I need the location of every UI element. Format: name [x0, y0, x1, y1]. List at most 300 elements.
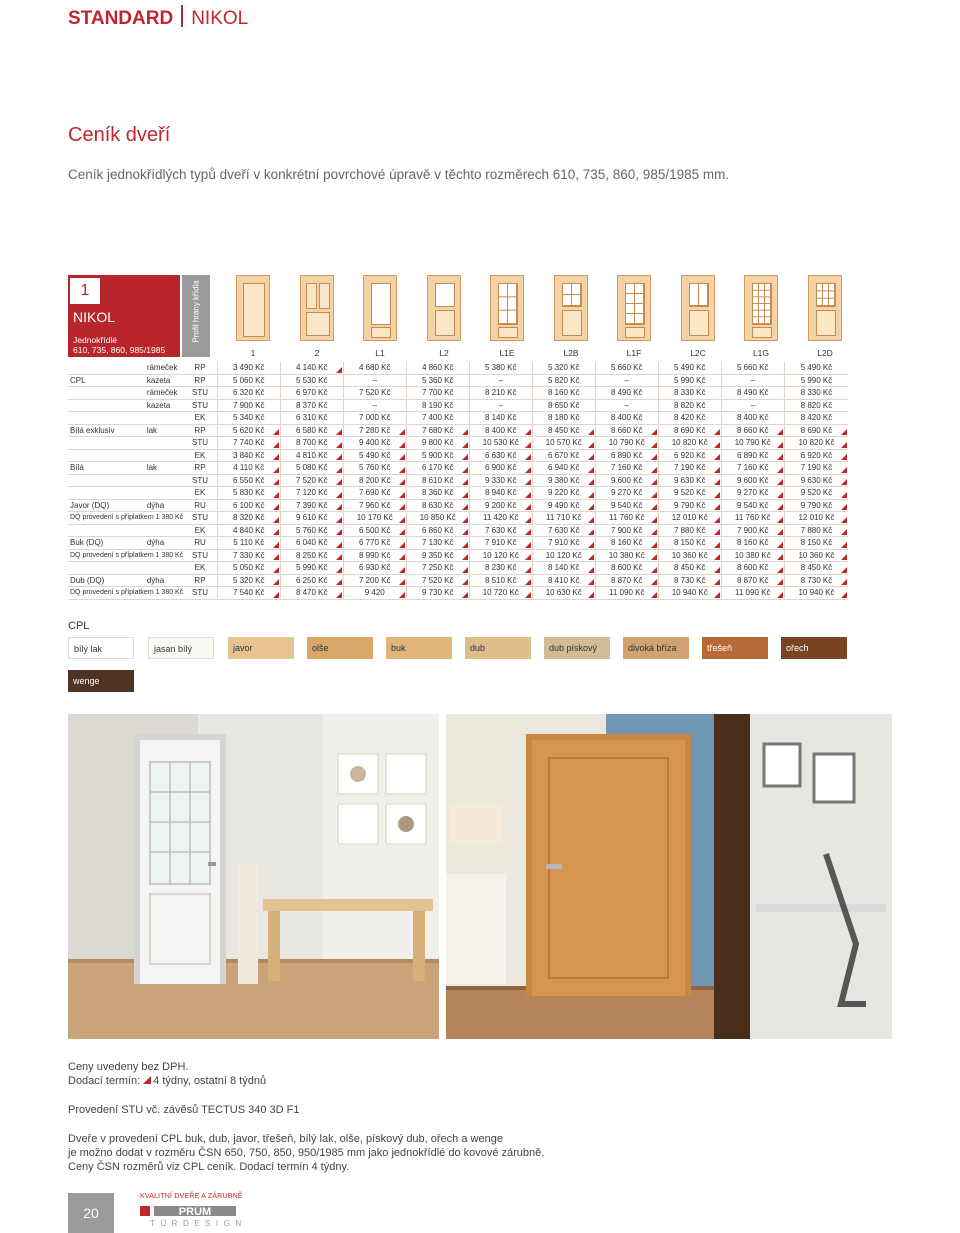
row-material [68, 449, 145, 462]
price-cell [217, 437, 280, 450]
price-cell [595, 587, 658, 600]
price-cell [469, 437, 532, 450]
price-cell [280, 474, 343, 487]
door-model-label: L1 [375, 348, 385, 358]
price-value: 9 330 Kč [484, 475, 517, 485]
price-value: 6 970 Kč [295, 388, 328, 398]
price-cell [658, 362, 721, 374]
price-value: 6 500 Kč [358, 525, 391, 535]
price-cell [658, 374, 721, 387]
delivery-marker-icon [777, 517, 783, 523]
profile-header [182, 275, 210, 357]
price-value: 10 630 Kč [545, 588, 582, 598]
delivery-marker-icon [525, 592, 531, 598]
swatch-3 [307, 637, 373, 659]
delivery-marker-icon [273, 504, 279, 510]
price-value: 7 190 Kč [673, 463, 706, 473]
price-cell [280, 587, 343, 600]
row-finish [145, 412, 183, 425]
price-value: 6 920 Kč [673, 450, 706, 460]
swatch-8 [702, 637, 768, 659]
price-cell [784, 537, 848, 550]
row-profile-code: STU [183, 437, 217, 450]
delivery-marker-icon [588, 479, 594, 485]
row-finish [145, 524, 183, 537]
row-finish [145, 449, 183, 462]
delivery-marker-icon [462, 567, 468, 573]
price-value: 9 400 Kč [358, 438, 391, 448]
delivery-marker-icon [273, 542, 279, 548]
swatch-label: javor [233, 643, 253, 653]
price-value: 5 660 Kč [736, 363, 769, 373]
price-value: 7 690 Kč [358, 488, 391, 498]
delivery-marker-icon [273, 529, 279, 535]
row-finish: lak [145, 424, 183, 437]
delivery-marker-icon [714, 492, 720, 498]
delivery-marker-icon [714, 542, 720, 548]
delivery-marker-icon [273, 579, 279, 585]
delivery-marker-icon [841, 467, 847, 473]
price-value: 8 870 Kč [736, 575, 769, 585]
price-cell [658, 562, 721, 575]
price-value: 8 510 Kč [484, 575, 517, 585]
price-value: 10 790 Kč [608, 438, 645, 448]
price-cell [532, 549, 595, 562]
price-value: 5 320 Kč [232, 575, 265, 585]
price-value: 7 700 Kč [421, 388, 454, 398]
price-cell [721, 424, 784, 437]
price-value: 12 010 Kč [671, 513, 708, 523]
swatch-label: ořech [786, 643, 809, 653]
row-material [68, 437, 145, 450]
price-cell [469, 374, 532, 387]
row-material [68, 487, 145, 500]
price-value: 6 920 Kč [800, 450, 833, 460]
price-cell [217, 399, 280, 412]
price-value: 7 400 Kč [421, 413, 454, 423]
model-badge [68, 275, 180, 365]
price-value: 10 790 Kč [734, 438, 771, 448]
price-value: 8 630 Kč [421, 500, 454, 510]
price-value: 8 200 Kč [358, 475, 391, 485]
price-value: 8 820 Kč [800, 400, 833, 410]
delivery-marker-icon [841, 454, 847, 460]
price-cell [280, 449, 343, 462]
price-value: 8 470 Kč [295, 588, 328, 598]
price-cell [343, 437, 406, 450]
price-value: 7 630 Kč [484, 525, 517, 535]
door-illustration-l2c-icon [681, 275, 715, 341]
price-cell [595, 499, 658, 512]
price-cell [595, 524, 658, 537]
price-cell [217, 362, 280, 374]
row-profile-code: RP [183, 362, 217, 374]
price-value: 5 380 Kč [484, 363, 517, 373]
door-illustration-l1g-icon [744, 275, 778, 341]
price-cell [532, 412, 595, 425]
price-cell [658, 387, 721, 400]
price-value: 12 010 Kč [798, 513, 835, 523]
price-value: 8 650 Kč [547, 400, 580, 410]
price-value: 8 140 Kč [484, 413, 517, 423]
price-cell [343, 424, 406, 437]
price-cell [658, 524, 721, 537]
row-profile-code: EK [183, 524, 217, 537]
price-cell [406, 474, 469, 487]
row-material: Dub (DQ) [68, 574, 145, 587]
price-value: 8 160 Kč [547, 388, 580, 398]
delivery-marker-icon [777, 479, 783, 485]
header-divider [181, 5, 183, 27]
price-value: 7 910 Kč [484, 538, 517, 548]
delivery-marker-icon [336, 567, 342, 573]
price-value: 6 100 Kč [232, 500, 265, 510]
delivery-marker-icon [841, 567, 847, 573]
price-cell [784, 462, 848, 475]
price-value: – [624, 400, 629, 410]
row-profile-code: STU [183, 474, 217, 487]
price-value: 8 400 Kč [610, 413, 643, 423]
delivery-marker-icon [714, 529, 720, 535]
price-value: 11 760 Kč [609, 513, 645, 523]
price-cell [595, 374, 658, 387]
swatch-label: bílý lak [74, 644, 103, 654]
price-value: 9 800 Kč [421, 438, 454, 448]
price-value: 5 820 Kč [547, 375, 580, 385]
delivery-marker-icon [714, 517, 720, 523]
note-price: Ceny uvedeny bez DPH. [68, 1061, 189, 1073]
delivery-marker-icon [777, 454, 783, 460]
price-value: 9 380 Kč [547, 475, 580, 485]
door-illustration-l2-icon [427, 275, 461, 341]
price-cell [595, 562, 658, 575]
row-profile-code: RU [183, 537, 217, 550]
row-material: DQ provedení s příplatkem 1 380 Kč [68, 587, 183, 600]
price-cell [595, 487, 658, 500]
delivery-marker-icon [525, 467, 531, 473]
note-delivery [68, 1074, 266, 1088]
model-sizes: 610, 735, 860, 985/1985 mm [73, 345, 166, 365]
price-value: 7 960 Kč [358, 500, 391, 510]
delivery-marker-icon [462, 579, 468, 585]
row-material: Bílá [68, 462, 145, 475]
swatch-5 [465, 637, 531, 659]
price-cell [532, 512, 595, 525]
price-value: 6 940 Kč [547, 463, 580, 473]
price-cell [721, 362, 784, 374]
price-value: 8 420 Kč [800, 413, 833, 423]
delivery-marker-icon [588, 517, 594, 523]
price-cell [217, 574, 280, 587]
price-cell [469, 512, 532, 525]
price-value: 6 770 Kč [358, 538, 391, 548]
delivery-marker-icon [399, 554, 405, 560]
row-profile-code: RU [183, 499, 217, 512]
delivery-marker-icon [777, 429, 783, 435]
delivery-marker-icon [714, 479, 720, 485]
price-cell [595, 399, 658, 412]
price-value: 7 250 Kč [421, 563, 454, 573]
delivery-marker-icon [525, 579, 531, 585]
price-cell [469, 499, 532, 512]
price-value: 5 490 Kč [673, 363, 706, 373]
price-cell [595, 512, 658, 525]
price-cell [406, 399, 469, 412]
note-delivery-label: Dodací termín: [68, 1075, 141, 1087]
price-value: 10 940 Kč [798, 588, 835, 598]
swatch-1 [148, 637, 214, 659]
price-value: 3 840 Kč [232, 450, 265, 460]
price-row [68, 437, 848, 450]
swatch-label: wenge [73, 676, 100, 686]
delivery-marker-icon [777, 592, 783, 598]
delivery-marker-icon [777, 567, 783, 573]
price-value: 7 520 Kč [295, 475, 328, 485]
delivery-marker-icon [588, 467, 594, 473]
price-cell [784, 574, 848, 587]
delivery-marker-icon [841, 554, 847, 560]
delivery-marker-icon [336, 542, 342, 548]
price-value: 10 120 Kč [545, 550, 582, 560]
price-cell [721, 537, 784, 550]
page-title: Ceník dveří [68, 124, 171, 146]
delivery-marker-icon [525, 504, 531, 510]
delivery-marker-icon [651, 492, 657, 498]
price-row [68, 537, 848, 550]
price-cell [532, 424, 595, 437]
delivery-marker-icon [336, 454, 342, 460]
delivery-marker-icon [336, 492, 342, 498]
row-finish: dýha [145, 499, 183, 512]
price-value: 6 630 Kč [484, 450, 517, 460]
row-profile-code: RP [183, 574, 217, 587]
row-finish: dýha [145, 537, 183, 550]
delivery-marker-icon [399, 517, 405, 523]
price-cell [721, 462, 784, 475]
price-value: 8 250 Kč [295, 550, 328, 560]
price-cell [280, 462, 343, 475]
price-value: 8 730 Kč [800, 575, 833, 585]
price-cell [217, 424, 280, 437]
price-value: 8 490 Kč [610, 388, 643, 398]
delivery-marker-icon [651, 467, 657, 473]
price-value: 7 160 Kč [736, 463, 769, 473]
price-cell [280, 437, 343, 450]
price-cell [784, 474, 848, 487]
price-cell [532, 449, 595, 462]
price-cell [343, 562, 406, 575]
swatch-6 [544, 637, 610, 659]
price-cell [721, 399, 784, 412]
price-cell [532, 474, 595, 487]
delivery-marker-icon [714, 454, 720, 460]
delivery-marker-icon [651, 454, 657, 460]
price-value: 9 790 Kč [800, 500, 833, 510]
price-cell [721, 524, 784, 537]
price-cell [280, 574, 343, 587]
price-cell [343, 549, 406, 562]
price-cell [658, 399, 721, 412]
price-value: 6 890 Kč [610, 450, 643, 460]
price-row [68, 487, 848, 500]
price-cell [469, 549, 532, 562]
row-material [68, 362, 145, 374]
price-cell [343, 574, 406, 587]
price-cell [532, 387, 595, 400]
delivery-marker-icon [651, 504, 657, 510]
price-value: 7 540 Kč [232, 588, 265, 598]
delivery-marker-icon [399, 529, 405, 535]
row-finish: dýha [145, 574, 183, 587]
price-cell [532, 587, 595, 600]
price-cell [469, 462, 532, 475]
price-value: 4 680 Kč [358, 363, 391, 373]
price-value: 8 140 Kč [547, 563, 580, 573]
price-cell [595, 549, 658, 562]
delivery-marker-icon [273, 592, 279, 598]
price-cell [343, 374, 406, 387]
row-finish: rámeček [145, 362, 183, 374]
price-cell [406, 374, 469, 387]
price-value: 6 670 Kč [547, 450, 580, 460]
delivery-marker-icon [841, 479, 847, 485]
price-cell [469, 524, 532, 537]
price-cell [784, 374, 848, 387]
price-cell [406, 499, 469, 512]
price-cell [217, 374, 280, 387]
price-value: 6 250 Kč [295, 575, 328, 585]
price-cell [280, 362, 343, 374]
price-cell [721, 574, 784, 587]
door-illustration-l2d-icon [808, 275, 842, 341]
price-cell [217, 387, 280, 400]
price-cell [469, 387, 532, 400]
row-material: Javor (DQ) [68, 499, 145, 512]
price-cell [217, 587, 280, 600]
price-cell [532, 399, 595, 412]
delivery-marker-icon [462, 592, 468, 598]
price-value: 6 170 Kč [421, 463, 454, 473]
row-finish [145, 474, 183, 487]
price-cell [784, 437, 848, 450]
delivery-marker-icon [336, 517, 342, 523]
price-cell [532, 537, 595, 550]
price-cell [721, 562, 784, 575]
price-cell [532, 562, 595, 575]
price-cell [721, 412, 784, 425]
price-row [68, 574, 848, 587]
price-row [68, 524, 848, 537]
delivery-marker-icon [841, 442, 847, 448]
price-cell [406, 424, 469, 437]
delivery-marker-icon [336, 367, 342, 373]
price-cell [217, 474, 280, 487]
price-value: 6 040 Kč [295, 538, 328, 548]
price-cell [784, 512, 848, 525]
price-value: 5 990 Kč [673, 375, 706, 385]
row-material [68, 387, 145, 400]
price-cell [406, 387, 469, 400]
delivery-marker-icon [525, 442, 531, 448]
price-value: 5 900 Kč [421, 450, 454, 460]
delivery-marker-icon [462, 529, 468, 535]
price-value: 8 230 Kč [484, 563, 517, 573]
delivery-marker-icon [777, 554, 783, 560]
price-cell [784, 362, 848, 374]
price-cell [343, 512, 406, 525]
price-value: 7 190 Kč [800, 463, 833, 473]
price-cell [784, 524, 848, 537]
delivery-marker-icon [651, 529, 657, 535]
price-value: 9 520 Kč [673, 488, 706, 498]
price-cell [595, 462, 658, 475]
price-cell [721, 549, 784, 562]
price-cell [784, 487, 848, 500]
price-cell [343, 587, 406, 600]
price-row [68, 362, 848, 374]
price-cell [532, 524, 595, 537]
delivery-marker-icon [651, 479, 657, 485]
delivery-marker-icon [273, 442, 279, 448]
door-model-label: L2 [439, 348, 449, 358]
price-value: 7 630 Kč [547, 525, 580, 535]
price-cell [658, 462, 721, 475]
row-profile-code: RP [183, 374, 217, 387]
delivery-marker-icon [651, 567, 657, 573]
delivery-marker-icon [462, 542, 468, 548]
intro-text: Ceník jednokřídlých typů dveří v konkrétní povrchové úpravě v těchto rozměrech 610, 735, 860, 985/1985 mm. [68, 167, 730, 182]
price-cell [280, 549, 343, 562]
price-value: 11 090 Kč [609, 588, 645, 598]
swatch-label: divoká bříza [628, 643, 677, 653]
swatch-2 [228, 637, 294, 659]
row-material: DQ provedení s příplatkem 1 380 Kč [68, 512, 183, 525]
price-value: – [372, 375, 377, 385]
price-value: – [498, 375, 503, 385]
row-profile-code: EK [183, 562, 217, 575]
delivery-marker-icon [525, 542, 531, 548]
price-value: 5 760 Kč [295, 525, 328, 535]
price-cell [469, 487, 532, 500]
delivery-marker-icon [651, 579, 657, 585]
price-value: 9 350 Kč [421, 550, 454, 560]
door-model-label: L1E [499, 348, 515, 358]
door-model-label: 2 [314, 348, 320, 358]
price-cell [343, 499, 406, 512]
row-material [68, 399, 145, 412]
price-cell [343, 362, 406, 374]
price-cell [217, 537, 280, 550]
price-value: 5 490 Kč [358, 450, 391, 460]
price-cell [217, 487, 280, 500]
price-cell [343, 412, 406, 425]
price-row [68, 374, 848, 387]
price-value: 8 730 Kč [673, 575, 706, 585]
price-value: 7 280 Kč [358, 425, 391, 435]
price-value: 3 490 Kč [232, 363, 265, 373]
price-value: 5 830 Kč [232, 488, 265, 498]
price-cell [469, 399, 532, 412]
price-value: 8 820 Kč [673, 400, 706, 410]
price-value: 9 220 Kč [547, 488, 580, 498]
note-stu: Provedení STU vč. závěsů TECTUS 340 3D F1 [68, 1104, 300, 1116]
price-row [68, 412, 848, 425]
delivery-marker-icon [273, 492, 279, 498]
price-value: 11 090 Kč [735, 588, 771, 598]
price-cell [406, 412, 469, 425]
price-value: 8 610 Kč [421, 475, 454, 485]
price-cell [658, 412, 721, 425]
